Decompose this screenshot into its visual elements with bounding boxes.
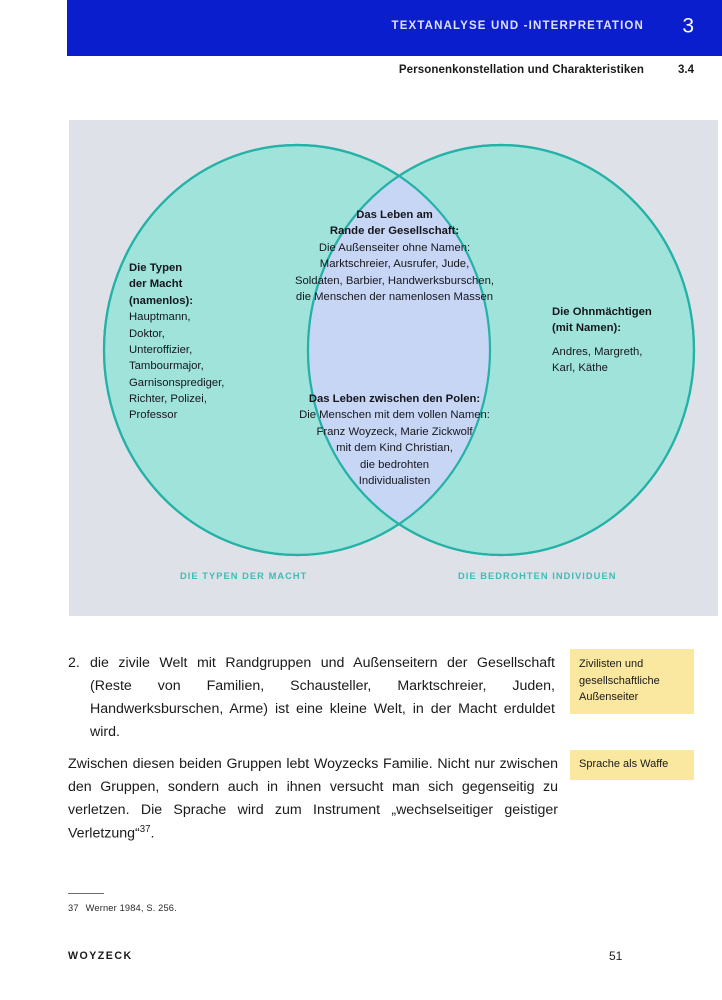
numbered-list-item xyxy=(68,652,555,744)
venn-caption-right: DIE BEDROHTEN INDIVIDUEN xyxy=(458,571,617,581)
main-paragraph-text: Zwischen diesen beiden Gruppen lebt Woyzecks Familie. Nicht nur zwischen den Gruppen, sondern auch in ihnen versucht man sich gegenseitig zu verletzen. Die Sprache wird zum Instrument „wechselseitiger geistiger Verletzung“ xyxy=(68,756,558,842)
venn-left-body: Hauptmann, Doktor, Unteroffizier, Tambourmajor, Garnisonsprediger, Richter, Polizei, Professor xyxy=(129,311,225,422)
footnote-number: 37 xyxy=(68,903,79,913)
venn-left-heading: Die Typen der Macht (namenlos): xyxy=(129,262,194,307)
footer-book-title: WOYZECK xyxy=(68,950,133,962)
margin-note: Zivilisten und gesellschaftliche Außenseiter xyxy=(570,649,694,714)
venn-caption-left: DIE TYPEN DER MACHT xyxy=(180,571,308,581)
footnote xyxy=(68,903,177,913)
venn-center-bottom-body: Die Menschen mit dem vollen Namen: Franz Woyzeck, Marie Zickwolf mit dem Kind Christian, die bedrohten Individualisten xyxy=(299,409,490,487)
header-chapter-number: 3 xyxy=(682,14,694,38)
list-item-text: die zivile Welt mit Randgruppen und Außenseitern der Gesellschaft (Reste von Familien, Schausteller, Marktschreier, Juden, Handwerksburschen, Arme) ist eine kleine Welt, in der Macht erduldet wird. xyxy=(90,655,555,740)
margin-note: Sprache als Waffe xyxy=(570,750,694,780)
footnote-text: Werner 1984, S. 256. xyxy=(85,903,177,913)
footnote-separator-rule xyxy=(68,893,104,894)
list-item-number: 2. xyxy=(68,655,80,671)
footer-page-number: 51 xyxy=(609,949,623,963)
section-title: Personenkonstellation und Charakteristiken xyxy=(398,64,644,76)
venn-label-overlap-top xyxy=(222,207,567,305)
section-number: 3.4 xyxy=(678,64,694,76)
main-paragraph xyxy=(68,753,558,846)
venn-label-overlap-bottom xyxy=(232,391,557,489)
venn-right-heading: Die Ohnmächtigen (mit Namen): xyxy=(552,306,652,335)
venn-center-bottom-heading: Das Leben zwischen den Polen: xyxy=(308,393,481,405)
venn-right-body: Andres, Margreth, Karl, Käthe xyxy=(552,345,643,375)
venn-label-right-group xyxy=(552,304,702,377)
venn-center-top-body: Die Außenseiter ohne Namen: Marktschreier, Ausrufer, Jude, Soldaten, Barbier, Handwerksburschen, die Menschen der namenlosen Massen xyxy=(294,241,495,303)
venn-center-top-heading: Das Leben am Rande der Gesellschaft: xyxy=(329,209,460,238)
main-paragraph-tail: . xyxy=(150,825,155,842)
header-chapter-title: TEXTANALYSE UND -INTERPRETATION xyxy=(391,20,644,32)
venn-right-spacer xyxy=(552,337,702,344)
footnote-reference[interactable]: 37 xyxy=(139,824,151,835)
venn-diagram-figure xyxy=(69,120,718,616)
